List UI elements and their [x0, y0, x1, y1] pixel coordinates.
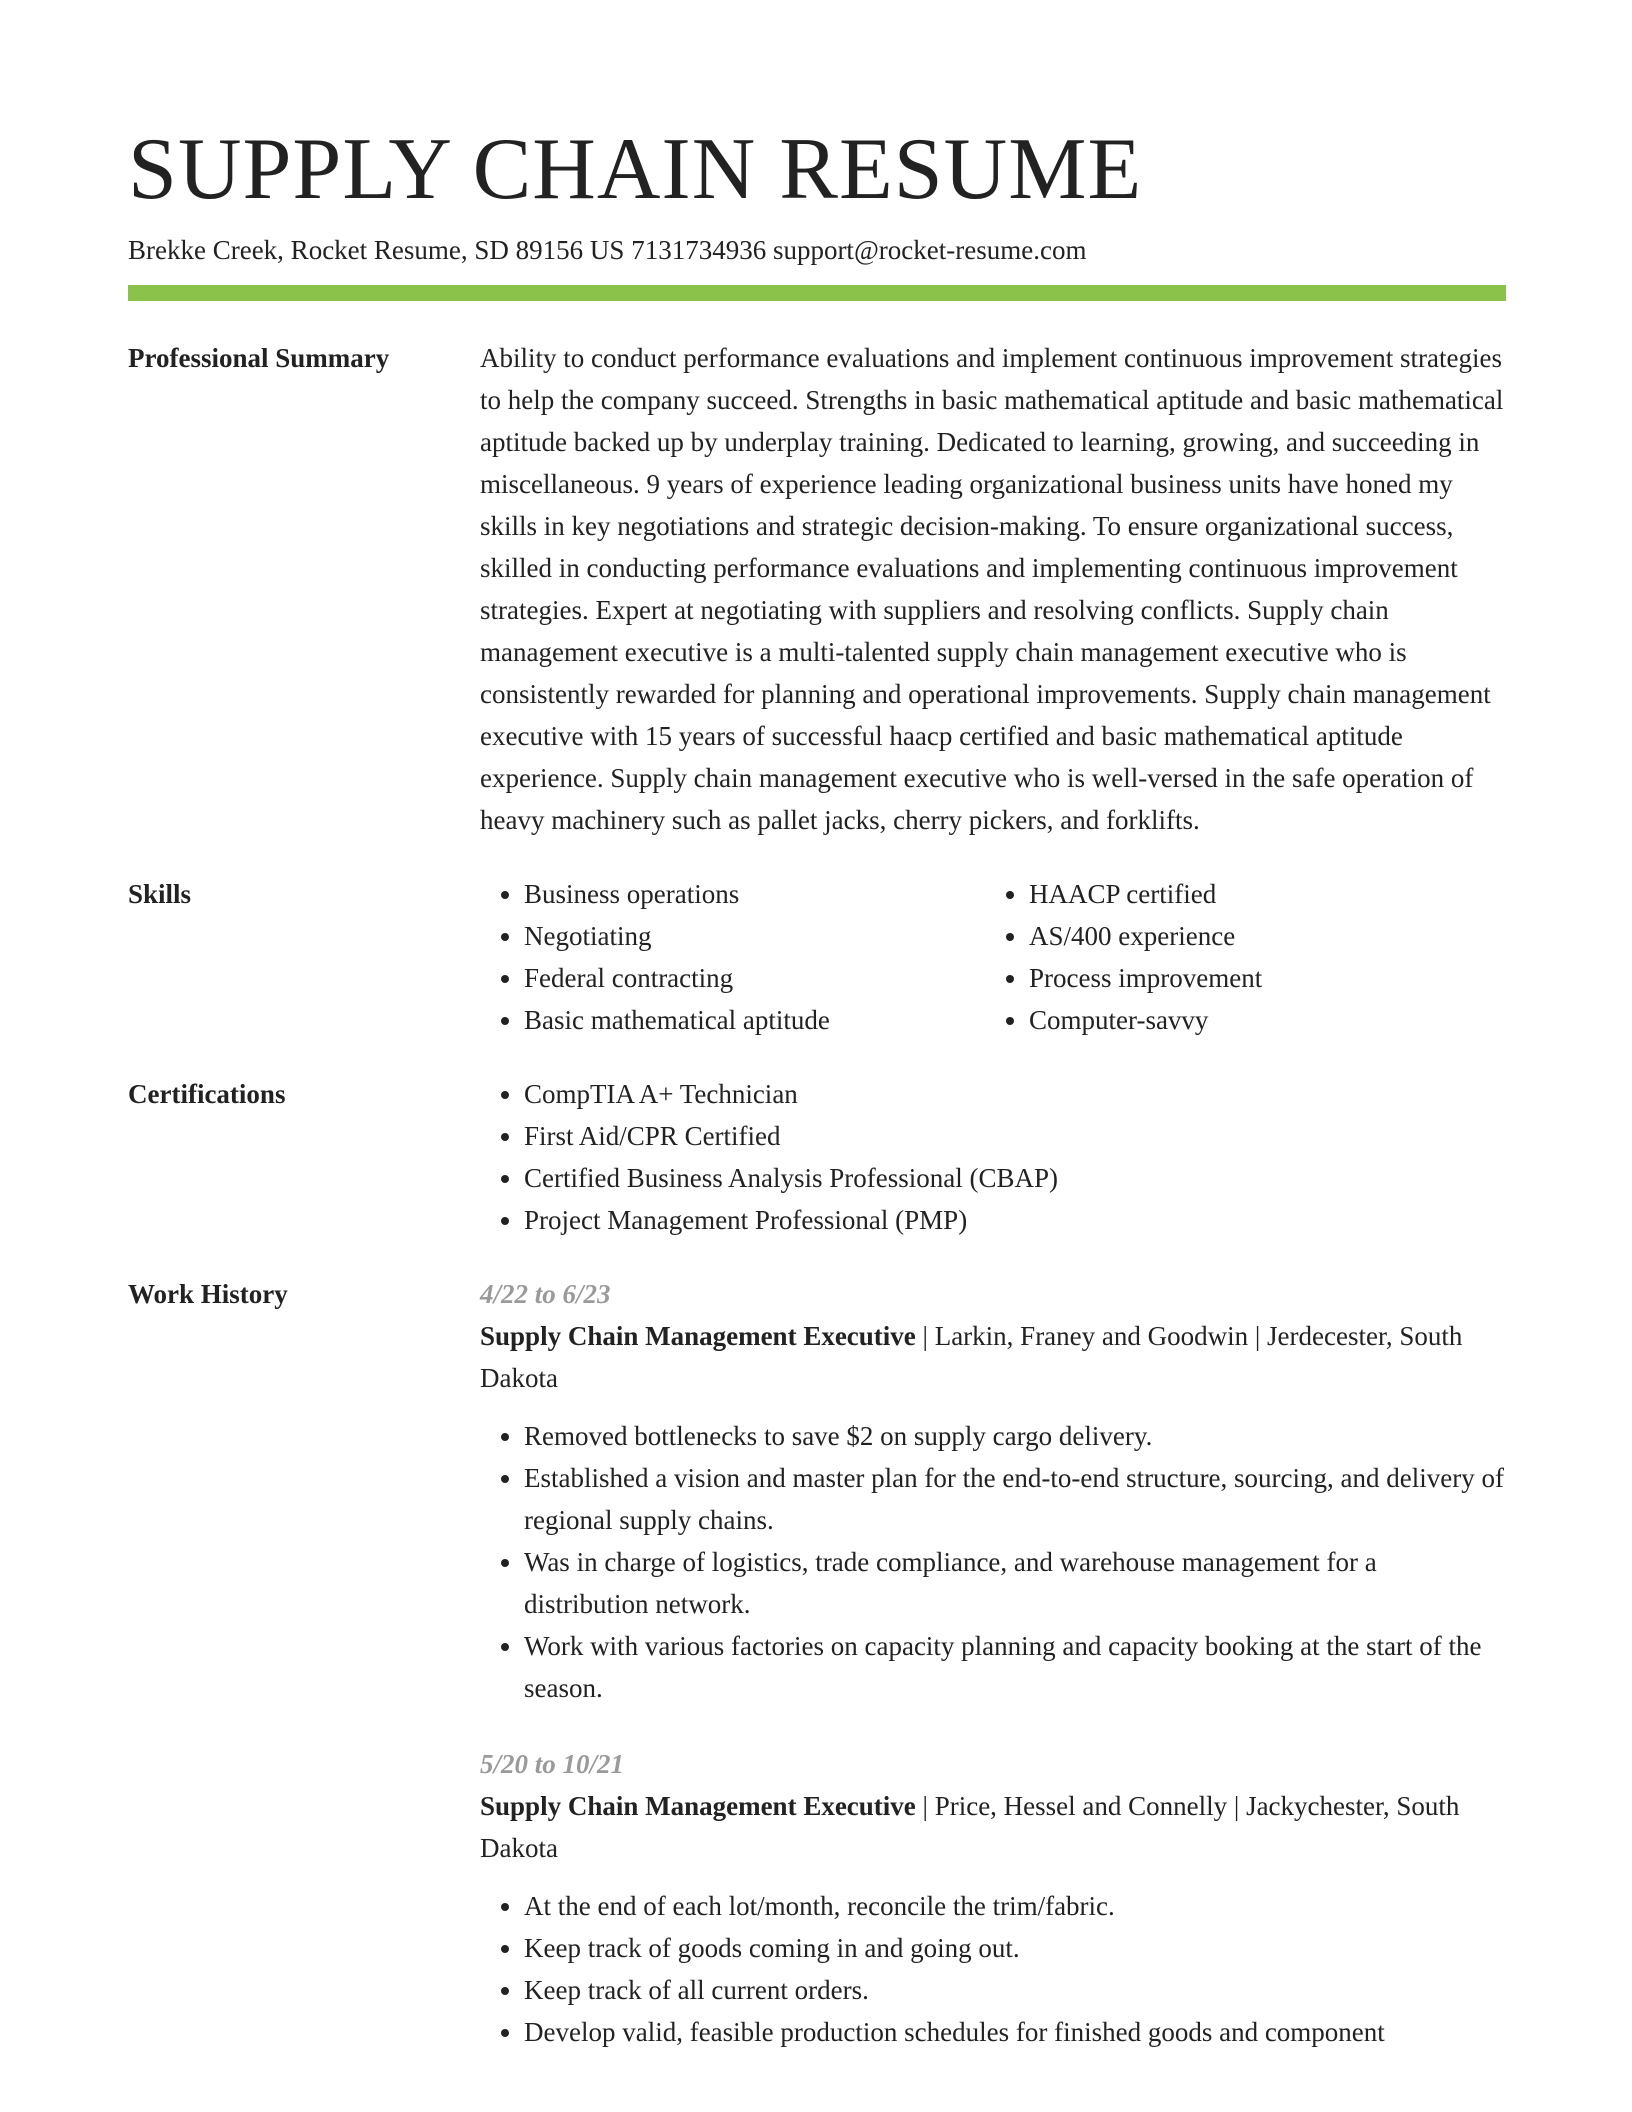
separator [916, 1321, 935, 1351]
job-heading [480, 1785, 1506, 1869]
job-title: Supply Chain Management Executive [480, 1791, 916, 1821]
summary-section [128, 337, 1506, 841]
certifications-label: Certifications [128, 1079, 286, 1109]
job-bullet: • Established a vision and master plan for the end-to-end structure, sourcing, and delivery of regional supply chains. [524, 1457, 1506, 1541]
contact-phone: 7131734936 [631, 235, 767, 265]
job-bullets [480, 1885, 1506, 2053]
job-dates: 4/22 to 6/23 [480, 1279, 611, 1309]
certification-item: • Certified Business Analysis Professional (CBAP) [524, 1157, 1506, 1199]
skill-item: • Negotiating [524, 915, 985, 957]
job-heading [480, 1315, 1506, 1399]
job-bullet: • Keep track of goods coming in and going out. [524, 1927, 1506, 1969]
job-entry [480, 1273, 1506, 1709]
job-dates: 5/20 to 10/21 [480, 1749, 625, 1779]
job-entry [480, 1743, 1506, 2053]
job-bullet: • Keep track of all current orders. [524, 1969, 1506, 2011]
summary-label: Professional Summary [128, 343, 390, 373]
skill-item: • HAACP certified [1029, 873, 1490, 915]
certification-item: • Project Management Professional (PMP) [524, 1199, 1506, 1241]
skill-item: • Federal contracting [524, 957, 985, 999]
contact-address: Brekke Creek, Rocket Resume, SD 89156 US [128, 235, 625, 265]
work-history-section [128, 1273, 1506, 2087]
skill-item: • Basic mathematical aptitude [524, 999, 985, 1041]
job-location: Jerdecester, South Dakota [480, 1321, 1463, 1393]
job-bullets [480, 1415, 1506, 1709]
contact-email: support@rocket-resume.com [772, 235, 1087, 265]
skills-column-left [480, 873, 985, 1041]
summary-text: Ability to conduct performance evaluations and implement continuous improvement strategies to help the company succeed. Strengths in basic mathematical aptitude and basic mathematical aptitude backed up by underplay training. Dedicated to learning, growing, and succeeding in miscellaneous. 9 years of experience leading organizational business units have honed my skills in key negotiations and strategic decision-making. To ensure organizational success, skilled in conducting performance evaluations and implementing continuous improvement strategies. Expert at negotiating with suppliers and resolving conflicts. Supply chain management executive is a multi-talented supply chain management executive who is consistently rewarded for planning and operational improvements. Supply chain management executive with 15 years of successful haacp certified and basic mathematical aptitude experience. Supply chain management executive who is well-versed in the safe operation of heavy machinery such as pallet jacks, cherry pickers, and forklifts. [480, 343, 1504, 835]
skill-item: • AS/400 experience [1029, 915, 1490, 957]
certification-item: • First Aid/CPR Certified [524, 1115, 1506, 1157]
job-bullet: • Develop valid, feasible production schedules for finished goods and component [524, 2011, 1506, 2053]
certification-item: • CompTIA A+ Technician [524, 1073, 1506, 1115]
job-company: Larkin, Franey and Goodwin [934, 1321, 1249, 1351]
work-history-body [480, 1273, 1506, 2087]
job-location: Jackychester, South Dakota [480, 1791, 1460, 1863]
skills-section [128, 873, 1506, 1041]
skill-item: • Computer-savvy [1029, 999, 1490, 1041]
job-bullet: • Work with various factories on capacity planning and capacity booking at the start of the season. [524, 1625, 1506, 1709]
contact-line [128, 232, 1506, 268]
resume-page [128, 120, 1506, 2087]
separator [916, 1791, 935, 1821]
skill-item: • Business operations [524, 873, 985, 915]
separator [1248, 1321, 1267, 1351]
job-bullet: • Was in charge of logistics, trade compliance, and warehouse management for a distribution network. [524, 1541, 1506, 1625]
page-title: SUPPLY CHAIN RESUME [128, 121, 1143, 218]
separator [1227, 1791, 1246, 1821]
skills-label: Skills [128, 879, 192, 909]
job-bullet: • Removed bottlenecks to save $2 on supply cargo delivery. [524, 1415, 1506, 1457]
summary-body [480, 337, 1506, 841]
certifications-body [480, 1073, 1506, 1241]
work-history-label: Work History [128, 1279, 288, 1309]
job-title: Supply Chain Management Executive [480, 1321, 916, 1351]
skills-column-right [985, 873, 1490, 1041]
accent-divider [128, 285, 1506, 301]
job-bullet: • At the end of each lot/month, reconcile the trim/fabric. [524, 1885, 1506, 1927]
certifications-section [128, 1073, 1506, 1241]
skill-item: • Process improvement [1029, 957, 1490, 999]
skills-body [480, 873, 1506, 1041]
job-company: Price, Hessel and Connelly [934, 1791, 1228, 1821]
